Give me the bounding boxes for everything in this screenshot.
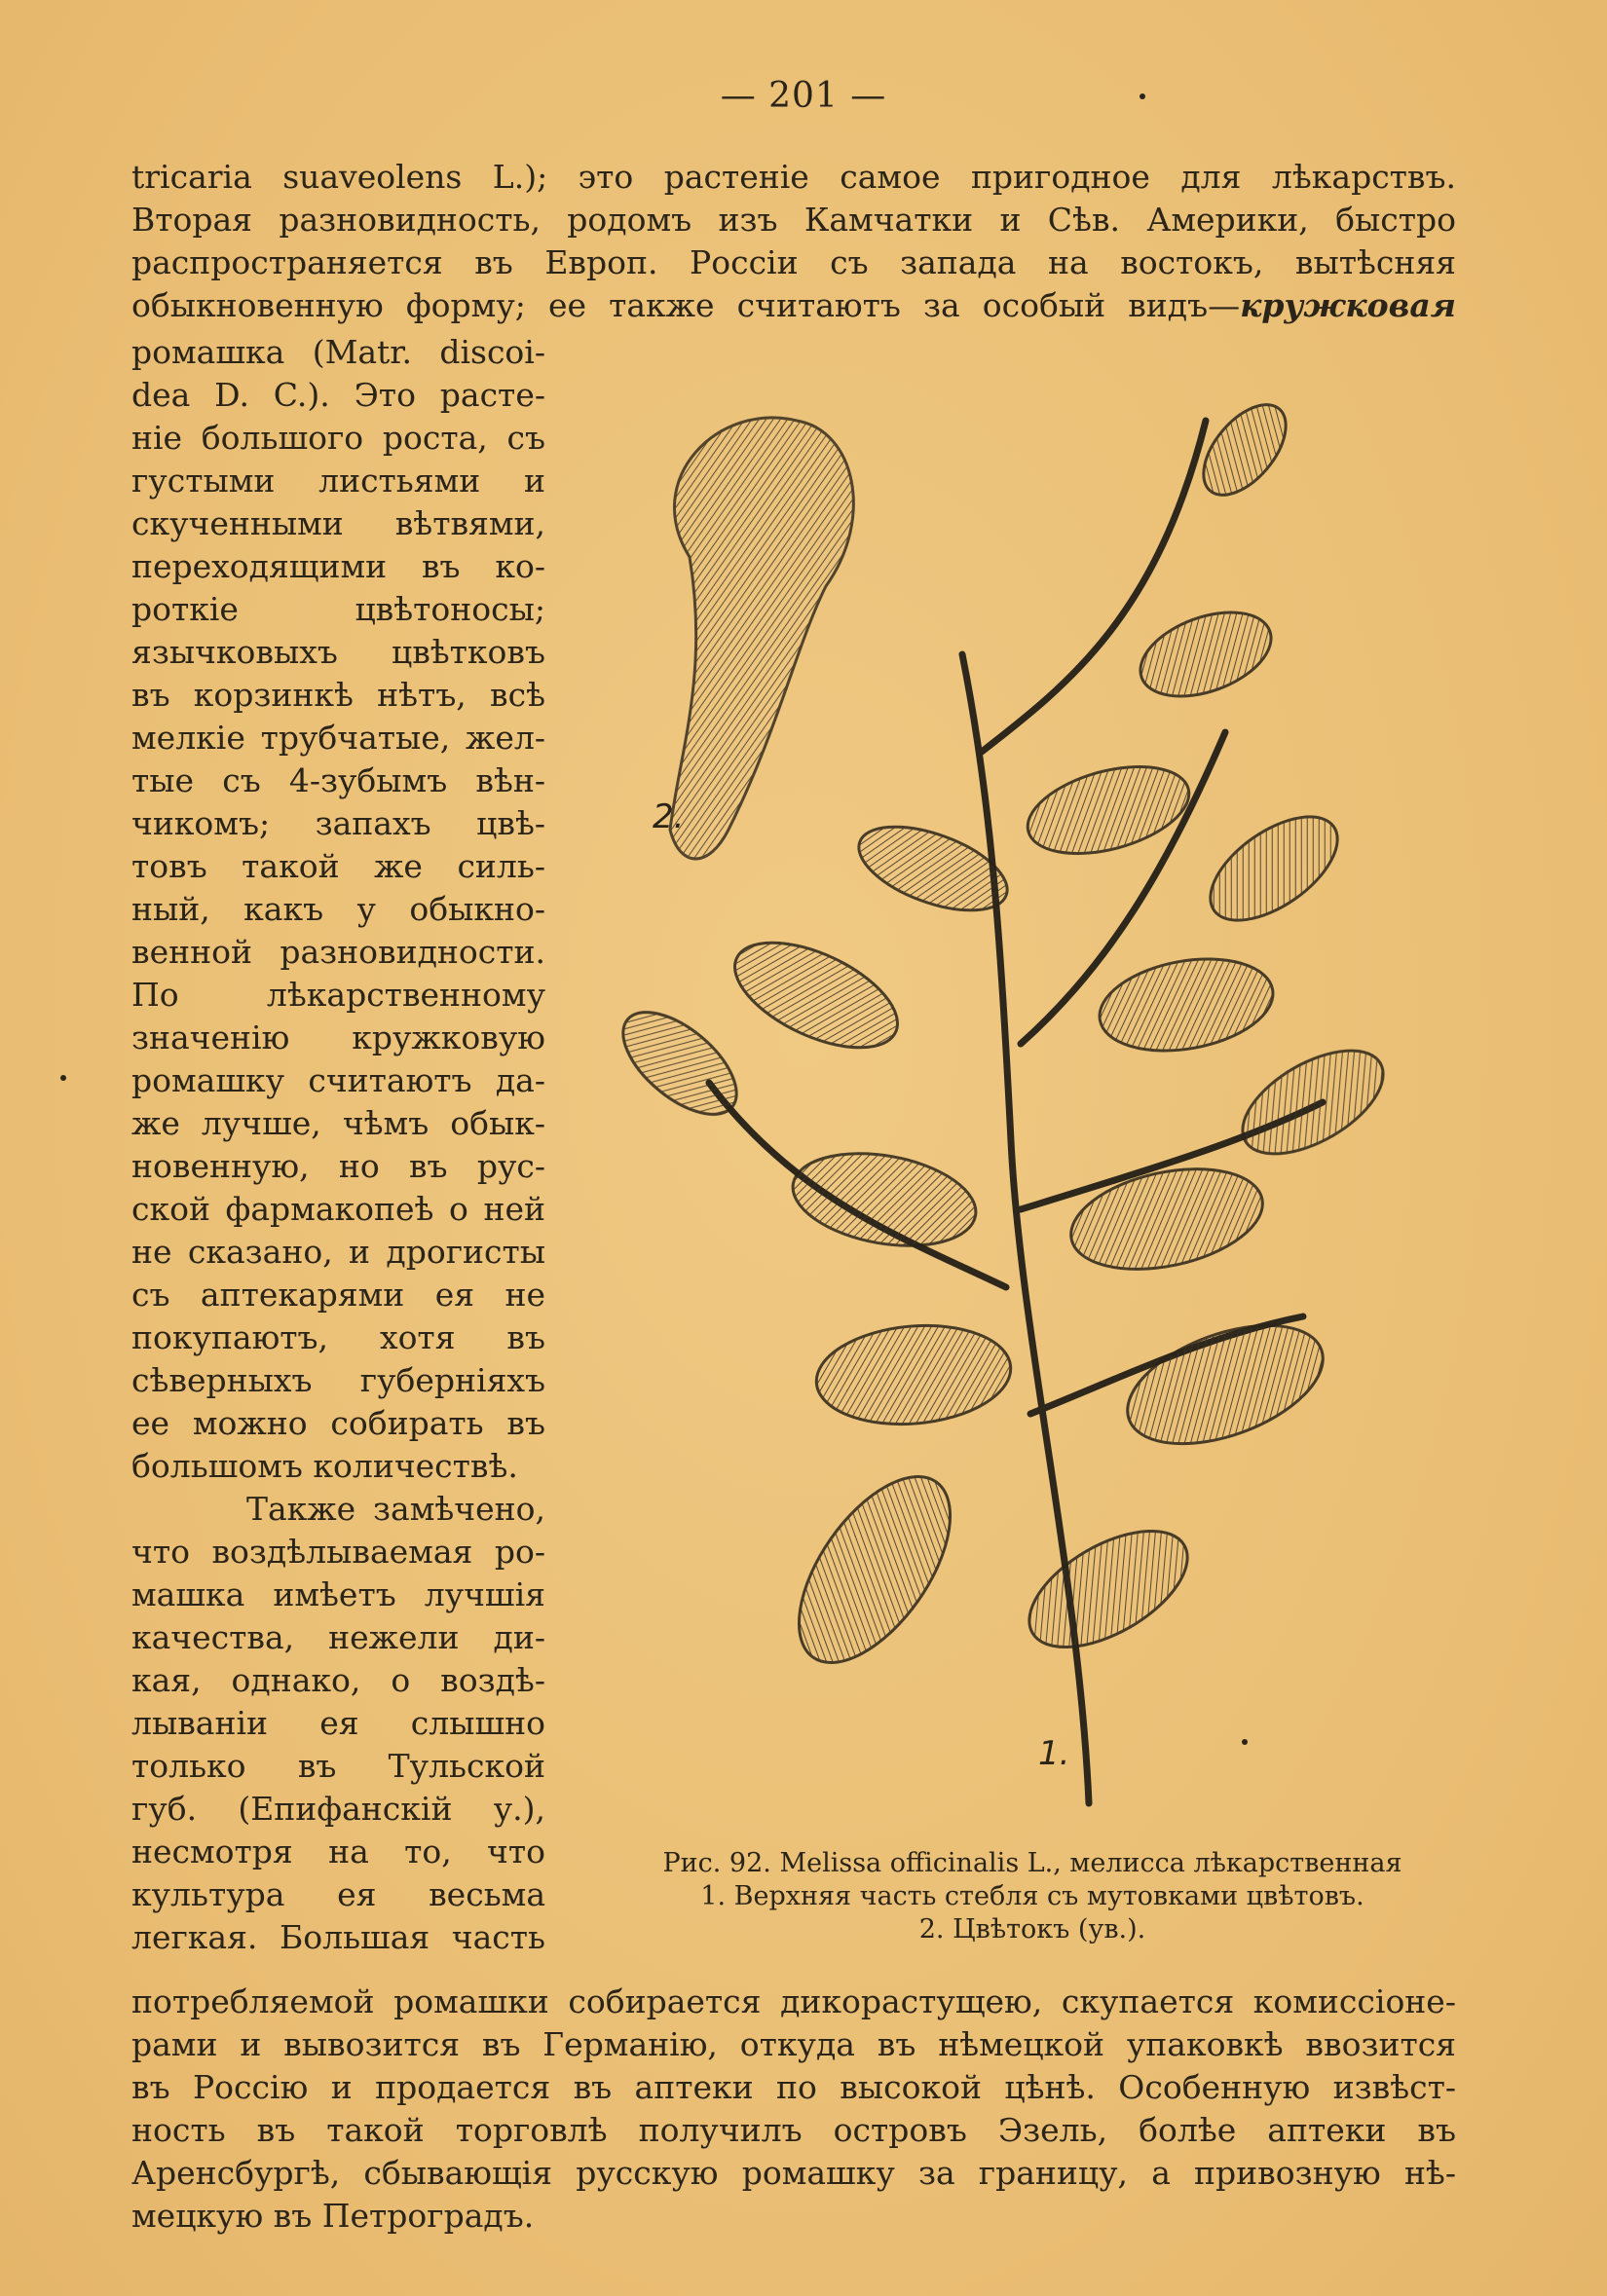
text-line: распространяется въ Европ. Россіи съ запада на востокъ, вытѣсняя bbox=[131, 243, 1456, 281]
ink-speck bbox=[1140, 93, 1145, 99]
column-text-line: новенную, но въ рус- bbox=[131, 1147, 545, 1185]
column-text-line: съ аптекарями ея не bbox=[131, 1276, 545, 1314]
column-text-line: Также замѣчено, bbox=[246, 1490, 545, 1528]
melissa-illustration bbox=[563, 362, 1439, 1833]
column-text-line: товъ такой же силь- bbox=[131, 847, 545, 885]
column-text-line: ее можно собирать въ bbox=[131, 1404, 545, 1442]
column-text-line: По лѣкарственному bbox=[131, 976, 545, 1014]
column-text-line: только въ Тульской bbox=[131, 1747, 545, 1785]
column-text-line: кая, однако, о воздѣ- bbox=[131, 1661, 545, 1699]
column-text-line: значенію кружковую bbox=[131, 1018, 545, 1056]
column-text-line: тые съ 4-зубымъ вѣн- bbox=[131, 761, 545, 799]
text-line: Вторая разновидность, родомъ изъ Камчатки и Сѣв. Америки, быстро bbox=[131, 201, 1456, 239]
column-text-line: dea D. C.). Это расте- bbox=[131, 376, 545, 414]
figure-caption-part2: 2. Цвѣтокъ (ув.). bbox=[918, 1914, 1146, 1944]
column-text-line: чикомъ; запахъ цвѣ- bbox=[131, 804, 545, 842]
column-text-line: густыми листьями и bbox=[131, 462, 545, 500]
column-text-line: ской фармакопеѣ о ней bbox=[131, 1190, 545, 1228]
text-line-segment: обыкновенную форму; ее также считаютъ за особый видъ— bbox=[131, 286, 1241, 324]
column-text-line: роткіе цвѣтоносы; bbox=[131, 590, 545, 628]
plant-drawing bbox=[563, 362, 1439, 1833]
figure-caption-title: Рис. 92. Melissa officinalis L., мелисса лѣкарственная bbox=[662, 1848, 1402, 1878]
column-text-line: большомъ количествѣ. bbox=[131, 1447, 518, 1485]
ink-speck bbox=[60, 1075, 66, 1081]
column-text-line: же лучше, чѣмъ обык- bbox=[131, 1104, 545, 1142]
page-number: — 201 — bbox=[720, 76, 887, 116]
column-text-line: губ. (Епифанскій у.), bbox=[131, 1790, 545, 1828]
column-text-line: сѣверныхъ губерніяхъ bbox=[131, 1361, 545, 1399]
text-line: въ Россію и продается въ аптеки по высокой цѣнѣ. Особенную извѣст- bbox=[131, 2068, 1456, 2106]
text-line: tricaria suaveolens L.); это растеніе самое пригодное для лѣкарствъ. bbox=[131, 158, 1456, 196]
figure-label-1: 1. bbox=[1038, 1734, 1070, 1773]
column-text-line: лываніи ея слышно bbox=[131, 1704, 545, 1742]
column-text-line: что воздѣлываемая ро- bbox=[131, 1533, 545, 1571]
column-text-line: ромашка (Маtr. discoi- bbox=[131, 333, 545, 371]
column-text-line: легкая. Большая часть bbox=[131, 1918, 545, 1956]
column-text-line: культура ея весьма bbox=[131, 1875, 545, 1913]
flower-enlarged bbox=[670, 418, 853, 859]
column-text-line: переходящими въ ко- bbox=[131, 547, 545, 585]
column-text-line: несмотря на то, что bbox=[131, 1833, 545, 1870]
ink-speck bbox=[1242, 1739, 1248, 1745]
text-line: Аренсбургѣ, сбывающія русскую ромашку за границу, а привозную нѣ- bbox=[131, 2154, 1456, 2192]
text-line bbox=[131, 284, 1456, 327]
emphasis-kruzhkovaya: кружковая bbox=[1240, 286, 1456, 324]
text-line: потребляемой ромашки собирается дикорастущею, скупается комиссіоне- bbox=[131, 1982, 1456, 2020]
text-line: ность въ такой торговлѣ получилъ островъ Эзель, болѣе аптеки въ bbox=[131, 2111, 1456, 2149]
column-text-line: въ корзинкѣ нѣтъ, всѣ bbox=[131, 676, 545, 714]
column-text-line: язычковыхъ цвѣтковъ bbox=[131, 633, 545, 671]
column-text-line: мелкіе трубчатые, жел- bbox=[131, 719, 545, 757]
figure-caption-part1: 1. Верхняя часть стебля съ мутовками цвѣтовъ. bbox=[700, 1881, 1364, 1911]
column-text-line: венной разновидности. bbox=[131, 933, 545, 971]
column-text-line: качества, нежели ди- bbox=[131, 1618, 545, 1656]
column-text-line: покупаютъ, хотя въ bbox=[131, 1318, 545, 1356]
column-text-line: ромашку считаютъ да- bbox=[131, 1061, 545, 1099]
column-text-line: ніе большого роста, съ bbox=[131, 419, 545, 457]
column-text-line: скученными вѣтвями, bbox=[131, 504, 545, 542]
column-text-line: машка имѣетъ лучшія bbox=[131, 1575, 545, 1613]
figure-label-2: 2. bbox=[653, 797, 685, 836]
column-text-line: ный, какъ у обыкно- bbox=[131, 890, 545, 928]
text-line: мецкую въ Петроградъ. bbox=[131, 2197, 535, 2235]
text-line: рами и вывозится въ Германію, откуда въ нѣмецкой упаковкѣ ввозится bbox=[131, 2025, 1456, 2063]
column-text-line: не сказано, и дрогисты bbox=[131, 1233, 545, 1271]
